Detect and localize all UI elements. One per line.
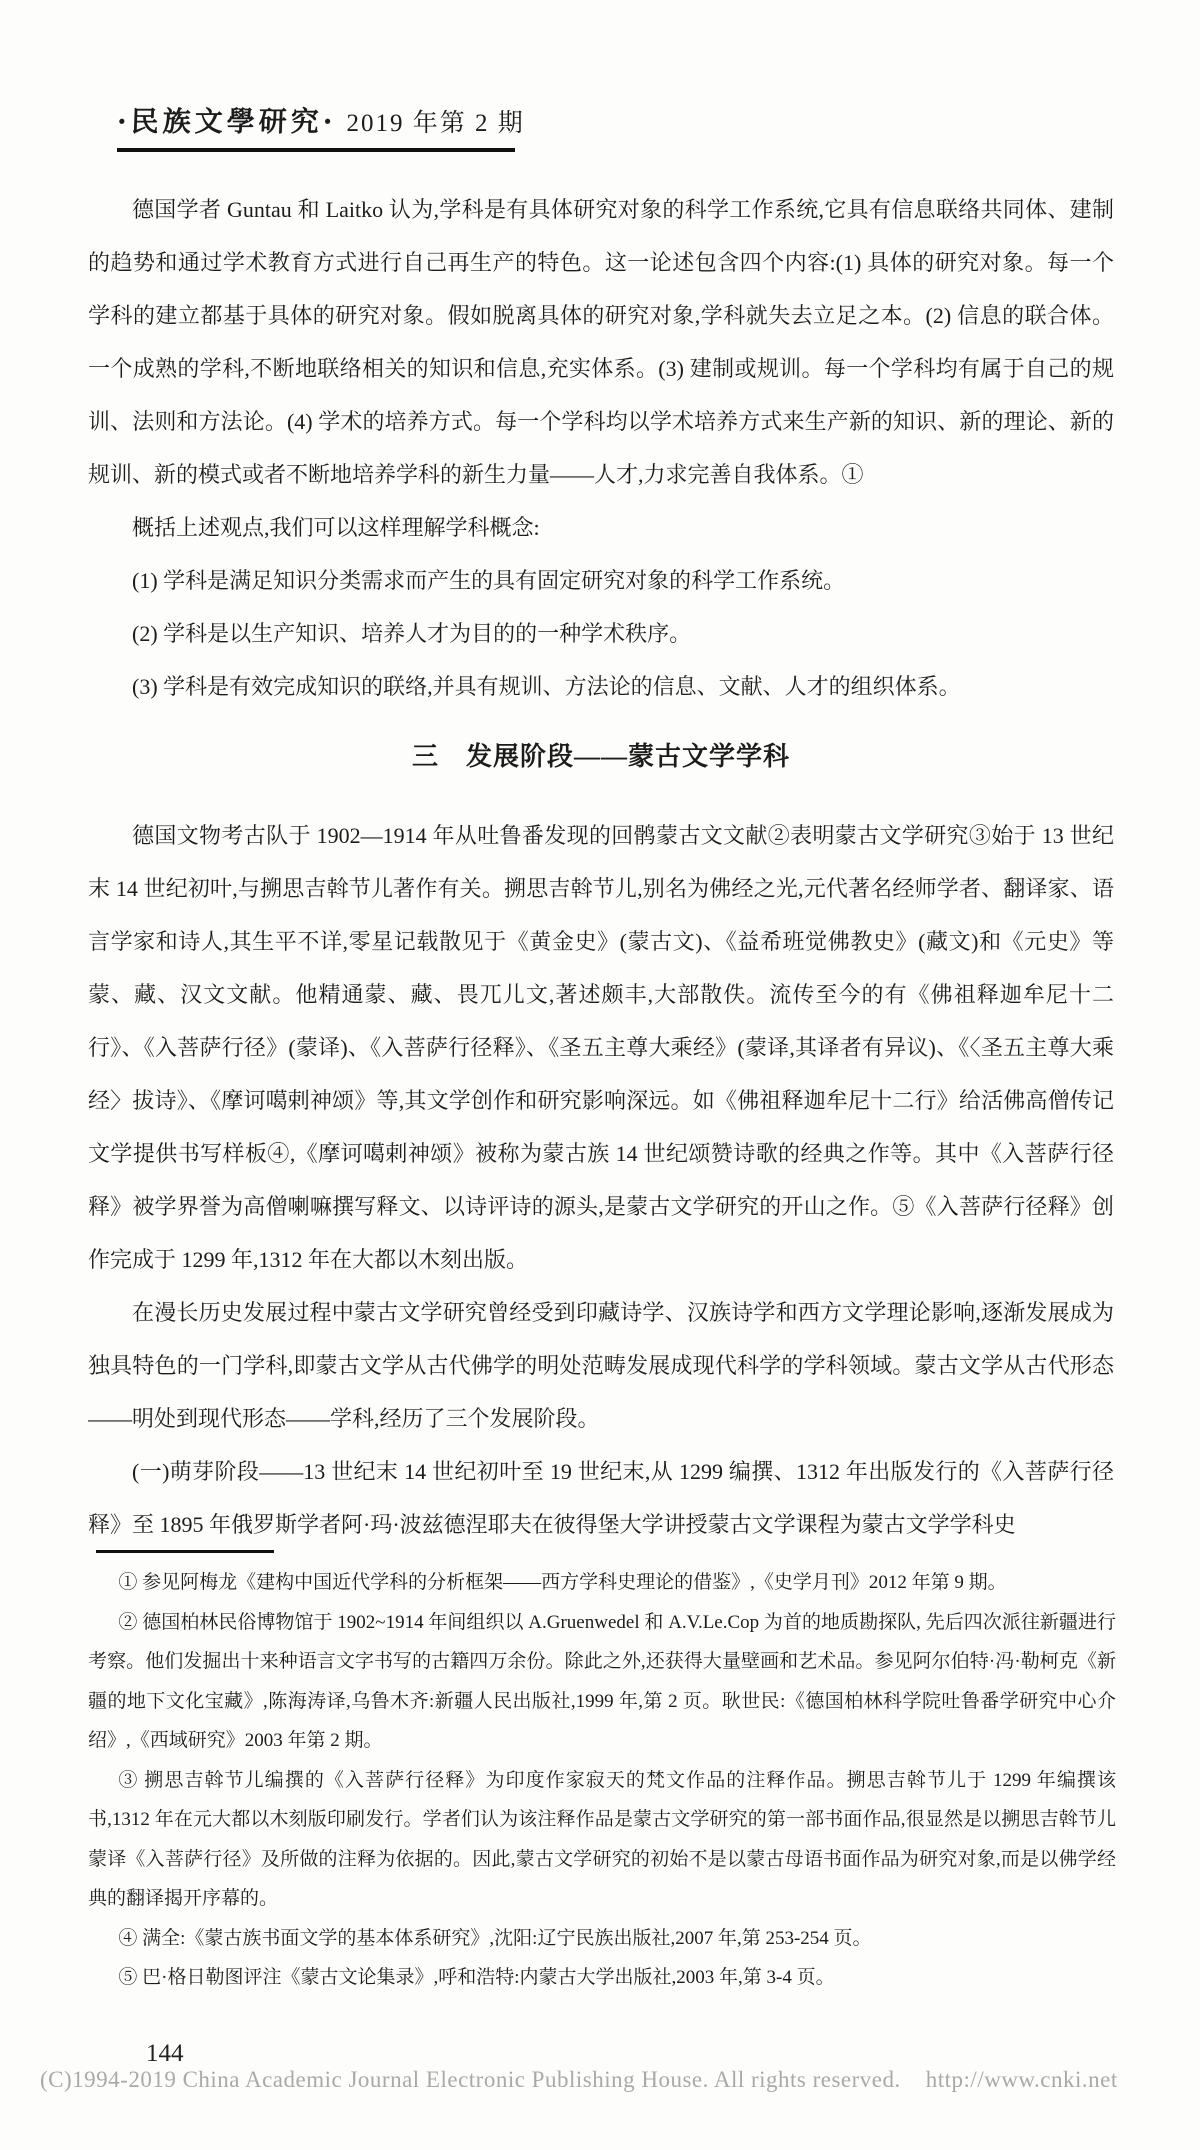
definition-item-2: (2) 学科是以生产知识、培养人才为目的的一种学术秩序。 xyxy=(132,621,692,646)
section-heading: 三 发展阶段——蒙古文学学科 xyxy=(411,742,790,771)
footnote-item-2: ② 德国柏林民俗博物馆于 1902~1914 年间组织以 A.Gruenwedel 和 A.V.Le.Cop 为首的地质勘探队, 先后四次派往新疆进行考察。他们发掘出十来种语言文字书写的古籍四万余份。除此之外,还获得大量壁画和艺术品。参见阿尔伯特·冯·勒柯克《新疆的地下文化宝藏》,陈海涛译,乌鲁木齐:新疆人民出版社,1999 年,第 2 页。耿世民:《德国柏林科学院吐鲁番学研究中心介绍》,《西域研究》2003 年第 2 期。 xyxy=(88,1611,1116,1751)
body-paragraph-development: 在漫长历史发展过程中蒙古文学研究曾经受到印藏诗学、汉族诗学和西方文学理论影响,逐渐发展成为独具特色的一门学科,即蒙古文学从古代佛学的明处范畴发展成现代科学的学科领域。蒙古文学从古代形态——明处到现代形态——学科,经历了三个发展阶段。 xyxy=(88,1300,1114,1431)
footnotes-section xyxy=(88,1550,1116,1998)
body-paragraph-germination-stage: (一)萌芽阶段——13 世纪末 14 世纪初叶至 19 世纪末,从 1299 编撰、1312 年出版发行的《入菩萨行径释》至 1895 年俄罗斯学者阿·玛·波兹德涅耶夫在彼得堡大学讲授蒙古文学课程为蒙古文学学科史 xyxy=(88,1459,1114,1537)
footnote-item-3: ③ 搠思吉斡节儿编撰的《入菩萨行径释》为印度作家寂天的梵文作品的注释作品。搠思吉斡节儿于 1299 年编撰该书,1312 年在元大都以木刻版印刷发行。学者们认为该注释作品是蒙古文学研究的第一部书面作品,很显然是以搠思吉斡节儿蒙译《入菩萨行径》及所做的注释为依据的。因此,蒙古文学研究的初始不是以蒙古母语书面作品为研究对象,而是以佛学经典的翻译揭开序幕的。 xyxy=(88,1769,1116,1909)
article-body xyxy=(88,183,1114,1548)
body-paragraph-summary-intro: 概括上述观点,我们可以这样理解学科概念: xyxy=(132,515,540,540)
footnote-item-4: ④ 满全:《蒙古族书面文学的基本体系研究》,沈阳:辽宁民族出版社,2007 年,第 253-254 页。 xyxy=(118,1927,872,1949)
footnote-item-5: ⑤ 巴·格日勒图评注《蒙古文论集录》,呼和浩特:内蒙古大学出版社,2003 年,第 3-4 页。 xyxy=(118,1967,835,1988)
page-number: 144 xyxy=(146,2040,184,2067)
footnote-item-1: ① 参见阿梅龙《建构中国近代学科的分析框架——西方学科史理论的借鉴》,《史学月刊》2012 年第 9 期。 xyxy=(118,1572,1007,1593)
journal-title: ·民族文學研究· xyxy=(116,105,338,138)
body-paragraph-turpan-discovery: 德国文物考古队于 1902—1914 年从吐鲁番发现的回鹘蒙古文文献②表明蒙古文学研究③始于 13 世纪末 14 世纪初叶,与搠思吉斡节儿著作有关。搠思吉斡节儿,别名为佛经之光,元代著名经师学者、翻译家、语言学家和诗人,其生平不详,零星记载散见于《黄金史》(蒙古文)、《益希班觉佛教史》(藏文)和《元史》等蒙、藏、汉文文献。他精通蒙、藏、畏兀儿文,著述颇丰,大部散佚。流传至今的有《佛祖释迦牟尼十二行》、《入菩萨行径》(蒙译)、《入菩萨行径释》、《圣五主尊大乘经》(蒙译,其译者有异议)、《〈圣五主尊大乘经〉拔诗》、《摩诃噶剌神颂》等,其文学创作和研究影响深远。如《佛祖释迦牟尼十二行》给活佛高僧传记文学提供书写样板④,《摩诃噶剌神颂》被称为蒙古族 14 世纪颂赞诗歌的经典之作等。其中《入菩萨行径释》被学界誉为高僧喇嘛撰写释文、以诗评诗的源头,是蒙古文学研究的开山之作。⑤《入菩萨行径释》创作完成于 1299 年,1312 年在大都以木刻出版。 xyxy=(88,823,1114,1272)
journal-header-line xyxy=(117,100,1077,140)
header-rule xyxy=(117,148,515,152)
page-header xyxy=(117,100,1077,152)
body-paragraph-guntau-laitko: 德国学者 Guntau 和 Laitko 认为,学科是有具体研究对象的科学工作系统,它具有信息联络共同体、建制的趋势和通过学术教育方式进行自己再生产的特色。这一论述包含四个内容:(1) 具体的研究对象。每一个学科的建立都基于具体的研究对象。假如脱离具体的研究对象,学科就失去立足之本。(2) 信息的联合体。一个成熟的学科,不断地联络相关的知识和信息,充实体系。(3) 建制或规训。每一个学科均有属于自己的规训、法则和方法论。(4) 学术的培养方式。每一个学科均以学术培养方式来生产新的知识、新的理论、新的规训、新的模式或者不断地培养学科的新生力量——人才,力求完善自我体系。① xyxy=(88,197,1114,487)
journal-issue: 2019 年第 2 期 xyxy=(346,110,525,137)
footnote-separator-rule xyxy=(96,1550,274,1553)
copyright-notice: (C)1994-2019 China Academic Journal Electronic Publishing House. All rights reserved. http://www.cnki.net xyxy=(40,2067,1118,2092)
definition-item-1: (1) 学科是满足知识分类需求而产生的具有固定研究对象的科学工作系统。 xyxy=(132,568,846,593)
definition-item-3: (3) 学科是有效完成知识的联络,并具有规训、方法论的信息、文献、人才的组织体系。 xyxy=(132,674,961,699)
